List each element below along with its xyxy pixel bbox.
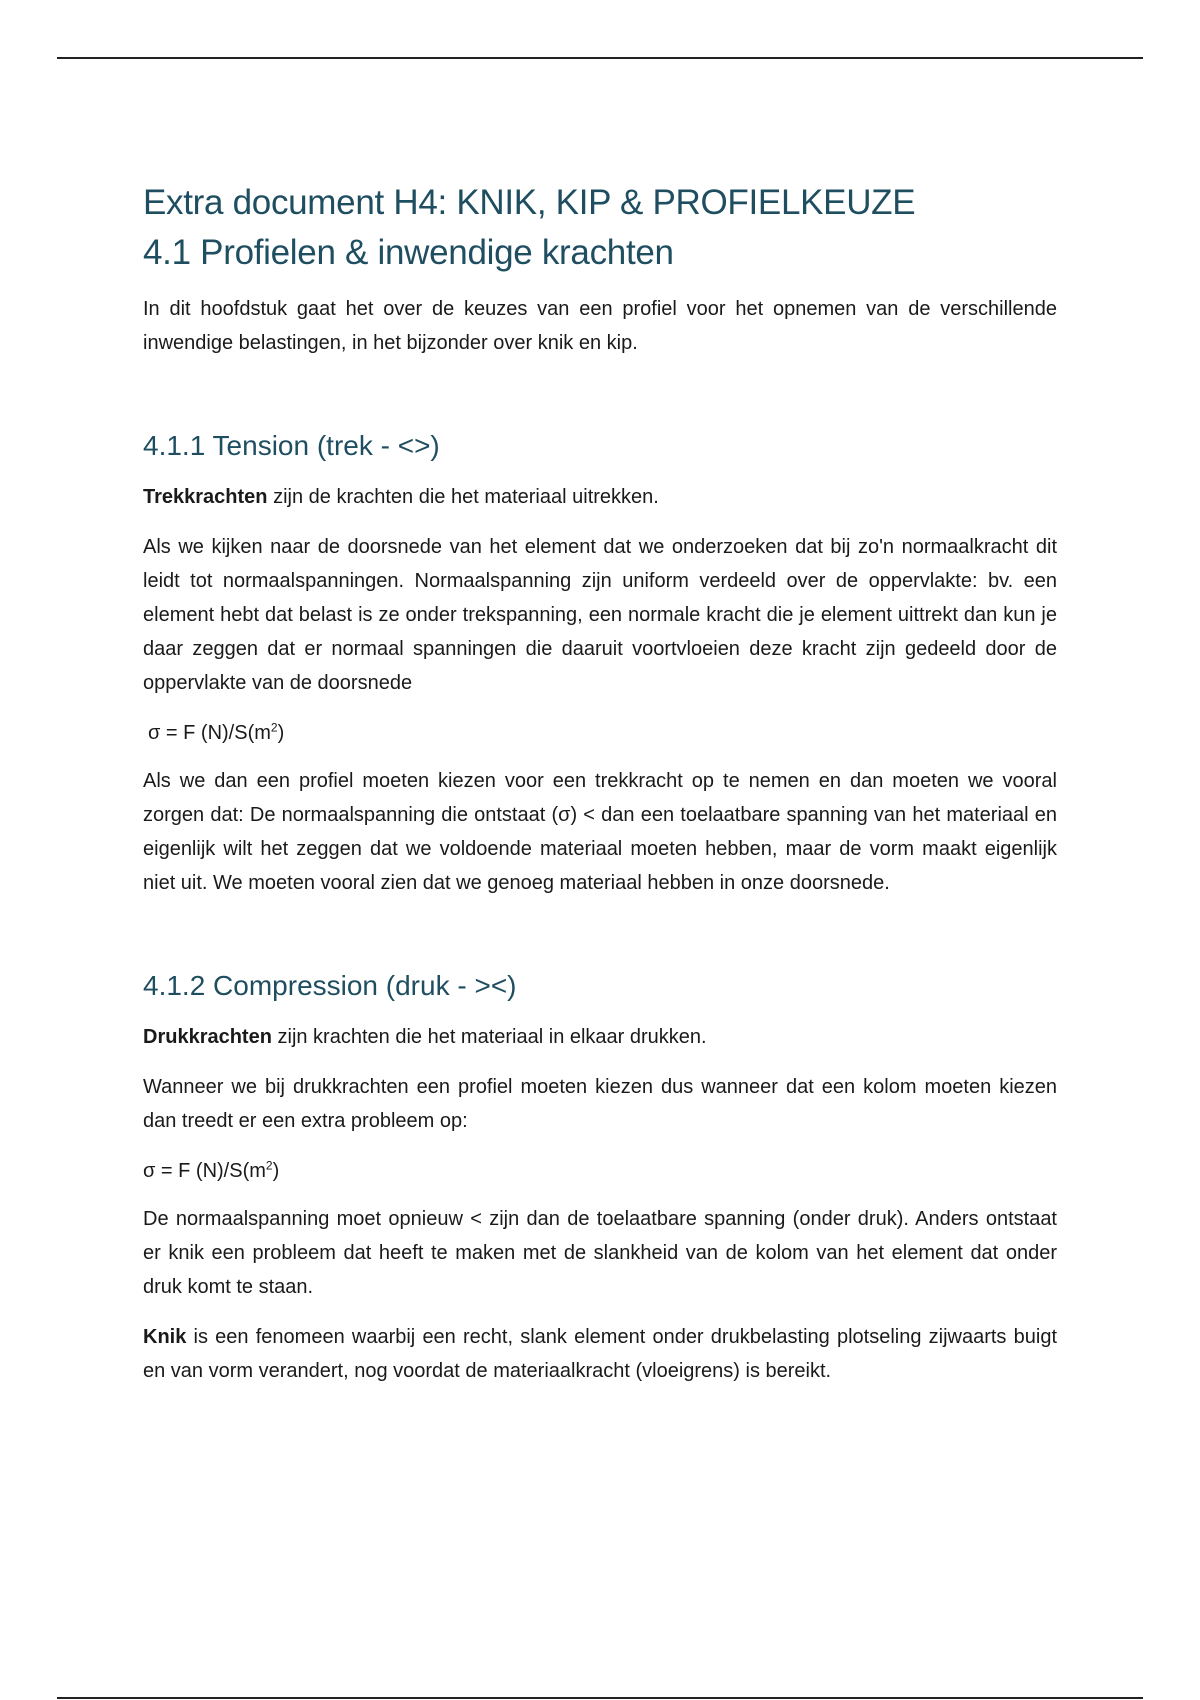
compression-paragraph-2: De normaalspanning moet opnieuw < zijn dan de toelaatbare spanning (onder druk). Anders ontstaat er knik een probleem dat heeft te maken met de slankheid van de kolom van het element dat onder druk komt te staan.	[143, 1208, 1057, 1298]
tension-definition-text: zijn de krachten die het materiaal uitrekken.	[267, 486, 659, 508]
header-rule	[57, 57, 1143, 59]
compression-formula-main: σ = F (N)/S(m	[143, 1160, 266, 1182]
document-title: Extra document H4: KNIK, KIP & PROFIELKEUZE	[143, 183, 916, 222]
compression-definition	[143, 1020, 1057, 1054]
compression-paragraph-1: Wanneer we bij drukkrachten een profiel moeten kiezen dus wanneer dat een kolom moeten kiezen dan treedt er een extra probleem op:	[143, 1076, 1057, 1132]
compression-formula	[143, 1154, 1057, 1188]
knik-definition-text: is een fenomeen waarbij een recht, slank element onder drukbelasting plotseling zijwaarts buigt en van vorm verandert, nog voordat de materiaalkracht (vloeigrens) is bereikt.	[143, 1326, 1057, 1382]
section-title: 4.1 Profielen & inwendige krachten	[143, 233, 674, 272]
tension-term: Trekkrachten	[143, 486, 268, 508]
compression-term: Drukkrachten	[143, 1026, 272, 1048]
tension-definition	[143, 480, 1057, 514]
compression-heading: 4.1.2 Compression (druk - ><)	[143, 970, 517, 1001]
compression-definition-text: zijn krachten die het materiaal in elkaar drukken.	[271, 1026, 707, 1048]
tension-formula	[143, 716, 1057, 750]
compression-formula-close: )	[272, 1160, 280, 1182]
intro-paragraph: In dit hoofdstuk gaat het over de keuzes van een profiel voor het opnemen van de verschillende inwendige belastingen, in het bijzonder over knik en kip.	[143, 298, 1057, 354]
tension-heading: 4.1.1 Tension (trek - <>)	[143, 430, 440, 461]
knik-paragraph	[143, 1320, 1057, 1388]
tension-paragraph-2: Als we dan een profiel moeten kiezen voor een trekkracht op te nemen en dan moeten we vooral zorgen dat: De normaalspanning die ontstaat (σ) < dan een toelaatbare spanning van het materiaal en eigenlijk wilt het zeggen dat we voldoende materiaal moeten hebben, maar de vorm maakt eigenlijk niet uit. We moeten vooral zien dat we genoeg materiaal hebben in onze doorsnede.	[143, 770, 1057, 894]
compression-formula-exponent: 2	[265, 1158, 273, 1173]
tension-formula-close: )	[277, 722, 285, 744]
tension-formula-main: σ = F (N)/S(m	[148, 722, 271, 744]
tension-formula-exponent: 2	[270, 720, 278, 735]
knik-term: Knik	[143, 1326, 187, 1348]
page-content	[143, 178, 1057, 1404]
tension-paragraph-1: Als we kijken naar de doorsnede van het element dat we onderzoeken dat bij zo'n normaalkracht dit leidt tot normaalspanningen. Normaalspanning zijn uniform verdeeld over de oppervlakte: bv. een element hebt dat belast is ze onder trekspanning, een normale kracht die je element uittrekt dan kun je daar zeggen dat er normaal spanningen die daaruit voortvloeien deze kracht zijn gedeeld door de oppervlakte van de doorsnede	[143, 536, 1057, 694]
footer-rule	[57, 1697, 1143, 1699]
